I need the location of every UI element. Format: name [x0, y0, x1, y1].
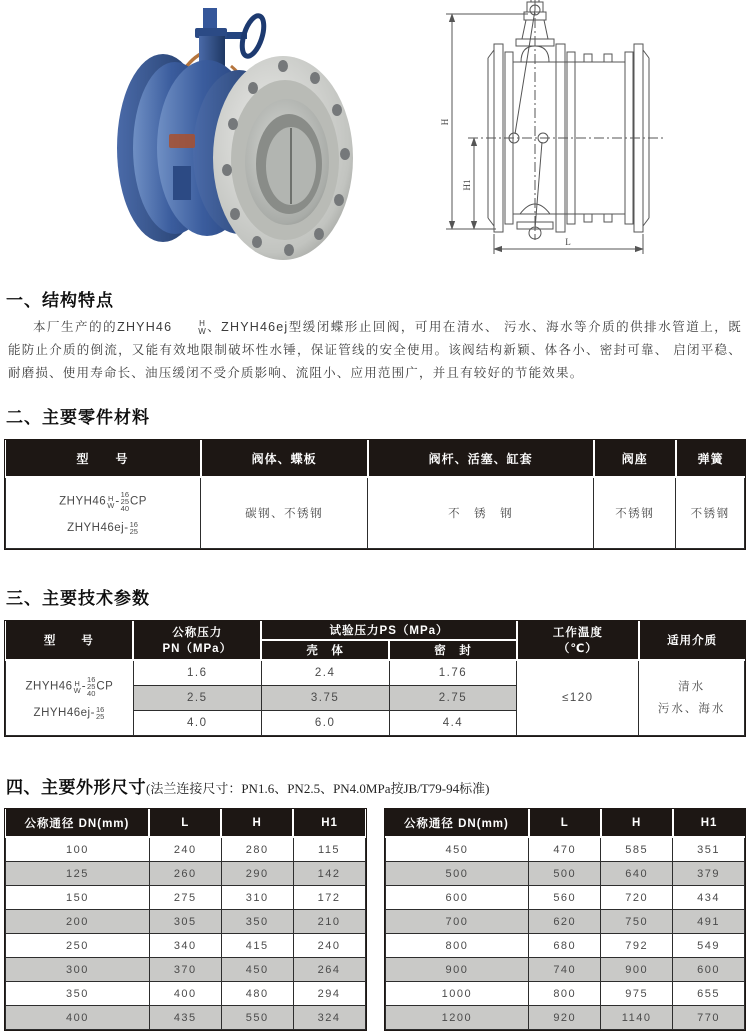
- table-cell: 142: [293, 862, 365, 886]
- dim-label-l: L: [565, 237, 571, 247]
- model2-base: ZHYH46ej-: [33, 707, 95, 720]
- drawing-lines: [446, 0, 664, 254]
- table-row: [385, 886, 745, 910]
- table-cell: 600: [385, 886, 529, 910]
- table-cell: 550: [221, 1006, 293, 1030]
- model1-base: ZHYH46: [59, 495, 107, 508]
- table-cell: 434: [673, 886, 745, 910]
- col-working-temp: [517, 621, 639, 660]
- table-row: [6, 1006, 366, 1030]
- section1-title: 一、结构特点: [6, 291, 114, 310]
- col-model: 型 号: [6, 621, 134, 660]
- dimension-table-right-body: [385, 837, 745, 1030]
- table-cell: 210: [293, 910, 365, 934]
- model1-pn16: 16: [120, 490, 129, 499]
- section-dimensions: [0, 775, 750, 1031]
- materials-table-wrap: [4, 439, 746, 550]
- table-cell: 740: [529, 958, 601, 982]
- handwheel: [238, 13, 268, 59]
- table-cell: 280: [221, 837, 293, 862]
- material-stem-piston: 不 锈 钢: [368, 477, 594, 549]
- model-cell: [6, 477, 201, 549]
- table-cell: 700: [385, 910, 529, 934]
- para-post: 、ZHYH46ej型缓闭蝶形止回阀，可用在清水、 污水、海水等介质的供排水管道上，既能防止介质的倒流，又能有效地限制破坏性水锤，保证管线的安全使用。该阀结构新颖、体各小、密封可靠、 启闭平稳、耐磨损、使用寿命长、油压缓闭不受介质影响、流阻小、应用范围广，并且有较好的节能效果。: [8, 320, 742, 380]
- model-designation: [7, 676, 132, 720]
- table-row: [385, 910, 745, 934]
- table-row: [6, 837, 366, 862]
- table-cell: 792: [601, 934, 673, 958]
- table-cell: 300: [6, 958, 150, 982]
- table-row: [6, 958, 366, 982]
- model1-pn16: 16: [87, 675, 96, 684]
- col-spring: 弹簧: [676, 440, 745, 477]
- table-cell: 491: [673, 910, 745, 934]
- section4-title-text: 四、主要外形尺寸: [6, 778, 146, 797]
- table-cell: 975: [601, 982, 673, 1006]
- table-cell: 115: [293, 837, 365, 862]
- table-cell: 640: [601, 862, 673, 886]
- table-cell: 240: [293, 934, 365, 958]
- valve-dimension-drawing: [438, 0, 666, 264]
- materials-table: [5, 440, 745, 549]
- table-cell: 1000: [385, 982, 529, 1006]
- table-cell: 450: [221, 958, 293, 982]
- col-test-pressure: 试验压力PS（MPa）: [261, 621, 517, 640]
- temp-line1: 工作温度: [552, 627, 603, 639]
- dimension-table-left-body: [6, 837, 366, 1030]
- model2-pn16: 16: [129, 520, 138, 529]
- material-seat: 不锈钢: [594, 477, 676, 549]
- model-designation: [7, 491, 199, 535]
- section4-title: [0, 775, 750, 800]
- table-cell: 310: [221, 886, 293, 910]
- shell-value: 3.75: [261, 686, 389, 711]
- table-row: [6, 910, 366, 934]
- table-cell: 549: [673, 934, 745, 958]
- table-cell: 400: [6, 1006, 150, 1030]
- dimension-table-right: [385, 809, 746, 1030]
- model-cell: [6, 660, 134, 736]
- table-cell: 172: [293, 886, 365, 910]
- table-cell: 435: [149, 1006, 221, 1030]
- model1-dash: -: [115, 495, 120, 508]
- table-cell: 260: [149, 862, 221, 886]
- model-line-2: [34, 706, 106, 720]
- section4-subtitle: (法兰连接尺寸：PN1.6、PN2.5、PN4.0MPa按JB/T79-94标准): [146, 781, 490, 796]
- col-dn: 公称通径 DN(mm): [6, 809, 150, 837]
- table-cell: 585: [601, 837, 673, 862]
- top-images: [0, 0, 750, 274]
- valve-drawing-svg: [438, 0, 666, 264]
- dim-header-row: [6, 809, 366, 837]
- pn-line2: PN（MPa）: [162, 643, 233, 655]
- valve-photo: [103, 6, 355, 268]
- table-cell: 770: [673, 1006, 745, 1030]
- model2-pn-stack: [130, 521, 138, 535]
- section-structure-features: [0, 288, 750, 385]
- model1-pn-stack: [87, 676, 95, 697]
- material-body-disc: 碳钢、不锈钢: [201, 477, 368, 549]
- table-cell: 600: [673, 958, 745, 982]
- table-cell: 470: [529, 837, 601, 862]
- model1-hw: [107, 495, 114, 509]
- model1-sub: W: [73, 685, 81, 695]
- table-cell: 415: [221, 934, 293, 958]
- parameters-table: [5, 621, 745, 736]
- dim-label-h: H: [440, 118, 450, 126]
- model2-pn25: 25: [129, 527, 138, 536]
- table-cell: 150: [6, 886, 150, 910]
- table-cell: 340: [149, 934, 221, 958]
- table-cell: 290: [221, 862, 293, 886]
- table-cell: 920: [529, 1006, 601, 1030]
- table-cell: 480: [221, 982, 293, 1006]
- col-shell: 壳 体: [261, 640, 389, 660]
- shell-value: 2.4: [261, 660, 389, 686]
- model-line-2: [67, 521, 139, 535]
- col-h: H: [221, 809, 293, 837]
- table-cell: 264: [293, 958, 365, 982]
- parameters-row-1: [6, 660, 745, 686]
- dimension-table-left: [5, 809, 366, 1030]
- section-technical-parameters: [0, 586, 750, 737]
- table-cell: 125: [6, 862, 150, 886]
- table-cell: 450: [385, 837, 529, 862]
- seal-value: 1.76: [389, 660, 517, 686]
- table-cell: 100: [6, 837, 150, 862]
- col-h: H: [601, 809, 673, 837]
- table-cell: 294: [293, 982, 365, 1006]
- model2-pn16: 16: [95, 705, 105, 714]
- col-l: L: [529, 809, 601, 837]
- table-cell: 800: [385, 934, 529, 958]
- table-cell: 900: [385, 958, 529, 982]
- table-cell: 200: [6, 910, 150, 934]
- model1-base: ZHYH46: [25, 680, 73, 693]
- dimension-table-left-wrap: [4, 808, 367, 1031]
- pn-value: 4.0: [133, 711, 261, 736]
- table-cell: 240: [149, 837, 221, 862]
- model-sup: H: [199, 319, 205, 329]
- nameplate: [169, 134, 195, 148]
- col-h1: H1: [673, 809, 745, 837]
- table-cell: 275: [149, 886, 221, 910]
- model2-base: ZHYH46ej-: [67, 522, 129, 535]
- dim-label-h1: H1: [462, 179, 472, 191]
- col-l: L: [149, 809, 221, 837]
- table-cell: 250: [6, 934, 150, 958]
- table-row: [385, 837, 745, 862]
- model1-pn40: 40: [120, 504, 129, 513]
- dim-header-row: [385, 809, 745, 837]
- table-row: [385, 1006, 745, 1030]
- valve-photo-svg: [103, 6, 355, 268]
- model1-sub: W: [107, 500, 115, 510]
- pn-line1: 公称压力: [172, 627, 223, 639]
- col-seal: 密 封: [389, 640, 517, 660]
- table-cell: 350: [221, 910, 293, 934]
- table-row: [6, 862, 366, 886]
- col-h1: H1: [293, 809, 365, 837]
- media-line1: 清水: [678, 681, 706, 693]
- model1-hw: [74, 680, 81, 694]
- shell-value: 6.0: [261, 711, 389, 736]
- model1-dash: -: [81, 680, 87, 693]
- table-cell: 900: [601, 958, 673, 982]
- col-model: 型 号: [6, 440, 201, 477]
- table-cell: 400: [149, 982, 221, 1006]
- table-cell: 620: [529, 910, 601, 934]
- table-cell: 655: [673, 982, 745, 1006]
- table-row: [6, 982, 366, 1006]
- pn-value: 1.6: [133, 660, 261, 686]
- material-spring: 不锈钢: [676, 477, 745, 549]
- table-cell: 680: [529, 934, 601, 958]
- materials-header-row: [6, 440, 745, 477]
- model1-suffix: CP: [96, 680, 114, 693]
- model1-pn25: 25: [120, 497, 129, 506]
- table-row: [385, 958, 745, 982]
- media-line2: 污水、海水: [657, 703, 726, 715]
- col-dn: 公称通径 DN(mm): [385, 809, 529, 837]
- section2-title: 二、主要零件材料: [6, 408, 150, 427]
- col-body-disc: 阀体、蝶板: [201, 440, 368, 477]
- col-media: 适用介质: [639, 621, 745, 660]
- table-row: [385, 982, 745, 1006]
- section1-paragraph: [8, 316, 742, 385]
- table-cell: 750: [601, 910, 673, 934]
- temp-cell: ≤120: [517, 660, 639, 736]
- table-cell: 500: [529, 862, 601, 886]
- model-sub: W: [198, 326, 206, 336]
- model-line-1: [25, 676, 113, 697]
- table-row: [385, 934, 745, 958]
- media-cell: [639, 660, 745, 736]
- model1-sup: H: [108, 493, 114, 503]
- model1-pn40: 40: [87, 689, 96, 698]
- dimension-tables: [4, 808, 746, 1031]
- col-stem-piston: 阀杆、活塞、缸套: [368, 440, 594, 477]
- dimension-table-right-wrap: [384, 808, 747, 1031]
- table-cell: 350: [6, 982, 150, 1006]
- table-row: [385, 862, 745, 886]
- body-boss: [173, 166, 191, 200]
- pn-value: 2.5: [133, 686, 261, 711]
- table-row: [6, 886, 366, 910]
- model1-pn25: 25: [87, 682, 96, 691]
- col-nominal-pressure: [133, 621, 261, 660]
- table-cell: 305: [149, 910, 221, 934]
- parameters-table-wrap: [4, 620, 746, 737]
- table-cell: 324: [293, 1006, 365, 1030]
- model1-sup: H: [74, 678, 80, 688]
- para-pre: 本厂生产的的ZHYH46: [33, 320, 173, 334]
- table-cell: 500: [385, 862, 529, 886]
- model-line-1: [59, 491, 147, 512]
- table-cell: 800: [529, 982, 601, 1006]
- table-row: [6, 934, 366, 958]
- table-cell: 379: [673, 862, 745, 886]
- section-materials: [0, 405, 750, 550]
- table-cell: 560: [529, 886, 601, 910]
- seal-value: 2.75: [389, 686, 517, 711]
- table-cell: 720: [601, 886, 673, 910]
- table-cell: 351: [673, 837, 745, 862]
- materials-data-row: [6, 477, 745, 549]
- parameters-header-row1: [6, 621, 745, 640]
- table-cell: 1140: [601, 1006, 673, 1030]
- seal-value: 4.4: [389, 711, 517, 736]
- table-cell: 370: [149, 958, 221, 982]
- model1-pn-stack: [121, 491, 129, 512]
- model2-pn-stack: [96, 706, 104, 720]
- col-seat: 阀座: [594, 440, 676, 477]
- model1-suffix: CP: [130, 495, 147, 508]
- model2-pn25: 25: [95, 712, 105, 721]
- table-cell: 1200: [385, 1006, 529, 1030]
- section3-title: 三、主要技术参数: [6, 589, 150, 608]
- temp-line2: （℃）: [557, 643, 598, 655]
- model-hw-stack: [173, 320, 206, 335]
